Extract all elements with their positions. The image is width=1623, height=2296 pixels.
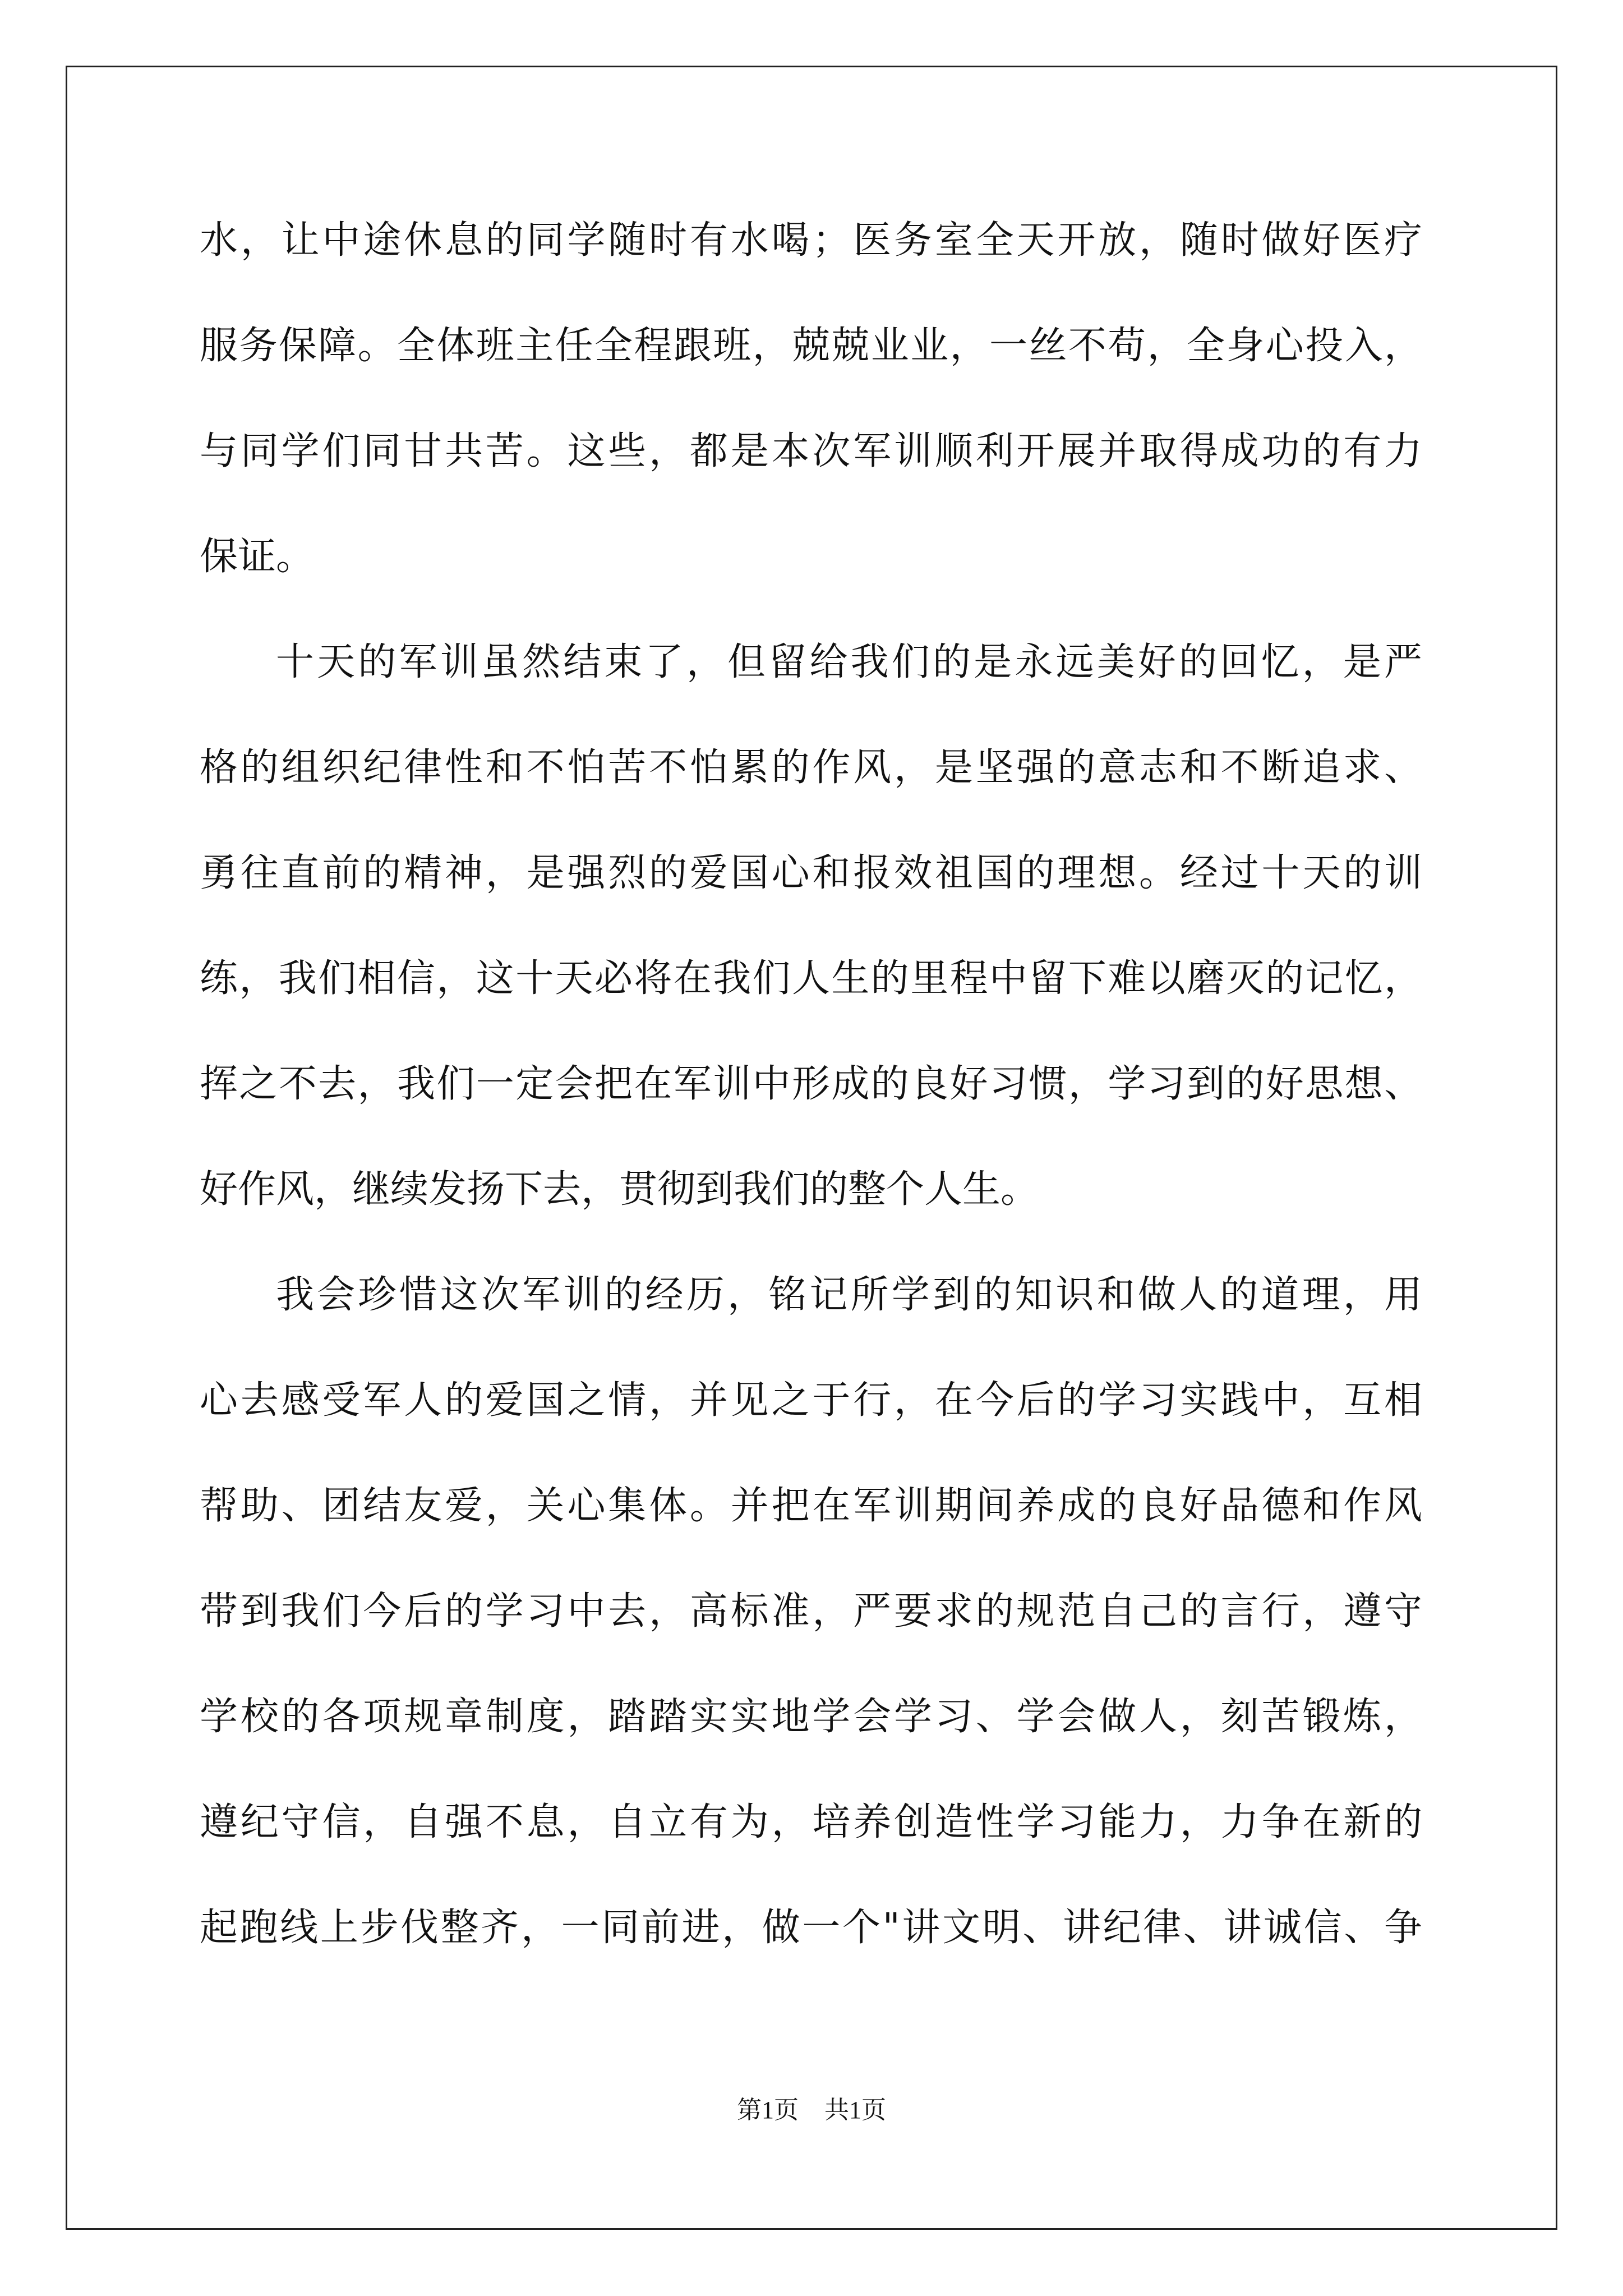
- text-line: 起跑线上步伐整齐，一同前进，做一个"讲文明、讲纪律、讲诚信、争: [200, 1906, 1422, 1950]
- text-line: 练，我们相信，这十天必将在我们人生的里程中留下难以磨灭的记忆，: [200, 956, 1422, 1001]
- text-line: 带到我们今后的学习中去，高标准，严要求的规范自己的言行，遵守: [200, 1589, 1422, 1634]
- text-line: 好作风，继续发扬下去，贯彻到我们的整个人生。: [200, 1167, 1039, 1212]
- text-line: 帮助、团结友爱，关心集体。并把在军训期间养成的良好品德和作风: [200, 1484, 1422, 1528]
- text-line: 格的组织纪律性和不怕苦不怕累的作风，是坚强的意志和不断追求、: [200, 746, 1422, 790]
- text-line: 遵纪守信，自强不息，自立有为，培养创造性学习能力，力争在新的: [200, 1800, 1422, 1844]
- page-total: 共1页: [824, 2096, 886, 2124]
- page-number: 第1页: [737, 2096, 799, 2124]
- text-line: 勇往直前的精神，是强烈的爱国心和报效祖国的理想。经过十天的训: [200, 851, 1422, 895]
- text-line: 学校的各项规章制度，踏踏实实地学会学习、学会做人，刻苦锻炼，: [200, 1695, 1422, 1739]
- text-line: 服务保障。全体班主任全程跟班，兢兢业业，一丝不苟，全身心投入，: [200, 324, 1422, 368]
- text-line: 与同学们同甘共苦。这些，都是本次军训顺利开展并取得成功的有力: [200, 429, 1422, 473]
- paragraph-first-line: 十天的军训虽然结束了，但留给我们的是永远美好的回忆，是严: [276, 640, 1422, 684]
- page-footer: [0, 2093, 1623, 2127]
- paragraph-first-line: 我会珍惜这次军训的经历，铭记所学到的知识和做人的道理，用: [276, 1273, 1422, 1317]
- text-line: 挥之不去，我们一定会把在军训中形成的良好习惯，学习到的好思想、: [200, 1062, 1422, 1106]
- document-body: [200, 216, 1422, 2009]
- text-line: 心去感受军人的爱国之情，并见之于行，在今后的学习实践中，互相: [200, 1378, 1422, 1423]
- text-line: 水，让中途休息的同学随时有水喝；医务室全天开放，随时做好医疗: [200, 218, 1422, 263]
- text-line: 保证。: [200, 535, 315, 579]
